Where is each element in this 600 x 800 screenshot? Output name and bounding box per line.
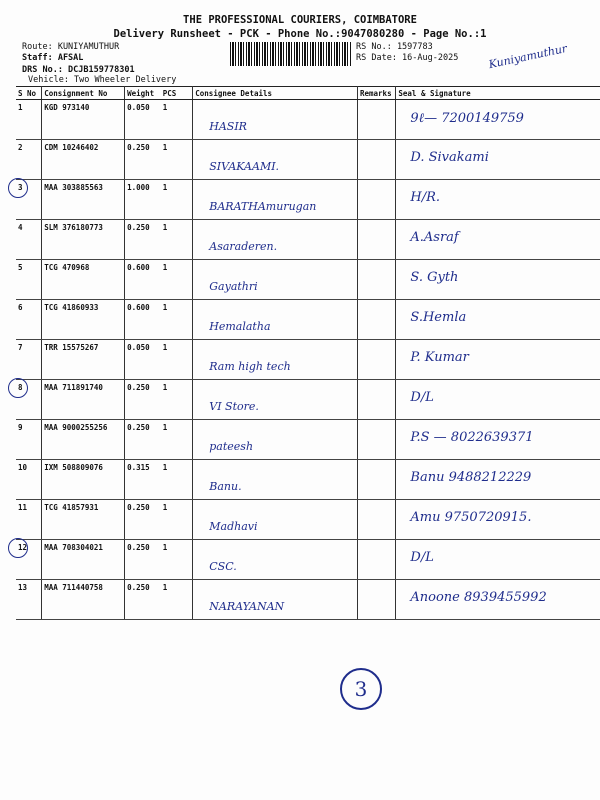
company-title: THE PROFESSIONAL COURIERS, COIMBATORE [183,14,417,26]
page-mark: 3 [340,668,382,710]
row-consignment-no: MAA 708304021 [42,540,125,580]
row-consignment-no: MAA 303885563 [42,180,125,220]
table-row [16,380,600,420]
col-weight: Weight [125,87,161,100]
consignee-handwriting: CSC. [209,560,237,573]
col-pcs: PCS [161,87,193,100]
signature-handwriting: S.Hemla [410,310,467,325]
row-consignment-no: MAA 711440758 [42,580,125,620]
runsheet-subtitle: Delivery Runsheet - PCK - Phone No.:9047080280 - Page No.:1 [113,28,487,40]
row-remarks [357,220,395,260]
row-sno [16,420,42,460]
row-consignment-no: TCG 470968 [42,260,125,300]
consignee-handwriting: Banu. [209,480,242,493]
row-sno-text: 5 [18,263,23,272]
row-remarks [357,180,395,220]
barcode [230,42,352,66]
row-weight: 0.250 [125,420,161,460]
row-remarks [357,140,395,180]
row-weight: 0.250 [125,140,161,180]
rs-number: RS No.: 1597783 [356,42,433,52]
consignee-handwriting: HASIR [209,120,247,133]
row-weight: 0.250 [125,500,161,540]
row-consignment-no: TCG 41860933 [42,300,125,340]
circle-mark [8,378,28,398]
row-pcs: 1 [161,420,193,460]
consignee-handwriting: NARAYANAN [209,600,285,613]
row-consignee [193,260,358,300]
row-weight: 0.600 [125,300,161,340]
row-pcs: 1 [161,380,193,420]
row-remarks [357,580,395,620]
row-consignment-no: SLM 376180773 [42,220,125,260]
consignee-handwriting: pateesh [209,440,254,453]
row-weight: 0.250 [125,220,161,260]
col-sno: S No [16,87,42,100]
row-consignment-no: MAA 711891740 [42,380,125,420]
row-consignment-no: KGD 973140 [42,100,125,140]
row-sno-text: 11 [18,503,28,512]
row-consignee [193,100,358,140]
signature-handwriting: A.Asraf [410,230,459,245]
row-sno [16,300,42,340]
row-sno [16,540,42,580]
row-consignee [193,220,358,260]
vehicle-label: Vehicle: Two Wheeler Delivery [28,75,177,85]
row-weight: 0.050 [125,340,161,380]
signature-handwriting: D/L [410,550,434,565]
row-signature [396,540,600,580]
row-consignee [193,460,358,500]
row-sno-text: 12 [18,543,28,552]
row-sno-text: 9 [18,423,23,432]
row-sno [16,380,42,420]
row-sno [16,140,42,180]
row-weight: 1.000 [125,180,161,220]
table-row [16,340,600,380]
consignee-handwriting: SIVAKAAMI. [209,160,280,173]
row-weight: 0.250 [125,380,161,420]
row-weight: 0.600 [125,260,161,300]
table-row [16,460,600,500]
row-pcs: 1 [161,100,193,140]
consignee-handwriting: BARATHAmurugan [209,200,317,213]
table-row [16,500,600,540]
table-row [16,100,600,140]
row-weight: 0.250 [125,540,161,580]
col-consignment: Consignment No [42,87,125,100]
row-remarks [357,500,395,540]
rs-date: RS Date: 16-Aug-2025 [356,53,459,63]
row-signature [396,260,600,300]
table-row [16,260,600,300]
row-weight: 0.050 [125,100,161,140]
row-remarks [357,420,395,460]
circle-mark [8,538,28,558]
route-label: Route: KUNIYAMUTHUR [22,42,120,52]
row-consignee [193,300,358,340]
signature-handwriting: D/L [410,390,434,405]
row-consignment-no: TRR 15575267 [42,340,125,380]
row-sno [16,100,42,140]
col-signature: Seal & Signature [396,87,600,100]
row-pcs: 1 [161,460,193,500]
handwritten-area: Kuniyamuthur [487,41,569,72]
row-sno [16,580,42,620]
table-row [16,420,600,460]
row-signature [396,220,600,260]
row-signature [396,300,600,340]
table-row [16,220,600,260]
consignee-handwriting: Asaraderen. [209,240,278,253]
table-row [16,300,600,340]
table-row [16,540,600,580]
row-signature [396,380,600,420]
table-row [16,180,600,220]
row-sno-text: 4 [18,223,23,232]
row-remarks [357,460,395,500]
row-consignee [193,340,358,380]
row-consignment-no: CDM 10246402 [42,140,125,180]
consignee-handwriting: Hemalatha [209,320,271,333]
row-sno-text: 8 [18,383,23,392]
row-consignee [193,380,358,420]
row-consignee [193,420,358,460]
row-consignee [193,140,358,180]
table-row [16,140,600,180]
row-signature [396,500,600,540]
row-pcs: 1 [161,580,193,620]
row-sno-text: 10 [18,463,28,472]
row-consignee [193,500,358,540]
row-consignee [193,580,358,620]
signature-handwriting: S. Gyth [410,270,459,285]
row-sno [16,180,42,220]
row-remarks [357,300,395,340]
row-pcs: 1 [161,300,193,340]
row-signature [396,340,600,380]
row-pcs: 1 [161,260,193,300]
row-pcs: 1 [161,540,193,580]
row-consignee [193,180,358,220]
circle-mark [8,178,28,198]
row-consignee [193,540,358,580]
row-remarks [357,260,395,300]
row-sno-text: 6 [18,303,23,312]
row-pcs: 1 [161,140,193,180]
signature-handwriting: Banu 9488212229 [410,470,532,485]
col-consignee: Consignee Details [193,87,358,100]
row-signature [396,180,600,220]
row-consignment-no: IXM 508809076 [42,460,125,500]
runsheet-table [16,86,600,620]
table-row [16,580,600,620]
row-weight: 0.315 [125,460,161,500]
row-signature [396,580,600,620]
row-consignment-no: TCG 41857931 [42,500,125,540]
signature-handwriting: H/R. [410,190,441,205]
row-sno-text: 2 [18,143,23,152]
signature-handwriting: Anoone 8939455992 [410,590,547,605]
row-pcs: 1 [161,500,193,540]
row-pcs: 1 [161,340,193,380]
row-signature [396,460,600,500]
row-sno-text: 3 [18,183,23,192]
row-consignment-no: MAA 9000255256 [42,420,125,460]
row-remarks [357,380,395,420]
consignee-handwriting: Madhavi [209,520,258,533]
consignee-handwriting: VI Store. [209,400,259,413]
signature-handwriting: D. Sivakami [410,150,489,165]
row-pcs: 1 [161,180,193,220]
row-signature [396,100,600,140]
signature-handwriting: P.S — 8022639371 [410,430,534,445]
staff-label: Staff: AFSAL [22,53,84,63]
row-sno-text: 13 [18,583,28,592]
table-header-row [16,87,600,100]
row-sno-text: 1 [18,103,23,112]
row-sno [16,500,42,540]
row-signature [396,140,600,180]
signature-handwriting: P. Kumar [410,350,469,365]
row-sno-text: 7 [18,343,23,352]
row-remarks [357,540,395,580]
row-sno [16,460,42,500]
col-remarks: Remarks [357,87,395,100]
row-pcs: 1 [161,220,193,260]
signature-handwriting: 9ℓ— 7200149759 [410,111,524,126]
signature-handwriting: Amu 9750720915. [410,510,532,525]
row-sno [16,220,42,260]
row-signature [396,420,600,460]
row-sno [16,340,42,380]
drs-number: DRS No.: DCJB159778301 [22,65,135,75]
consignee-handwriting: Gayathri [209,280,258,293]
row-remarks [357,340,395,380]
row-weight: 0.250 [125,580,161,620]
consignee-handwriting: Ram high tech [209,360,291,373]
row-remarks [357,100,395,140]
row-sno [16,260,42,300]
